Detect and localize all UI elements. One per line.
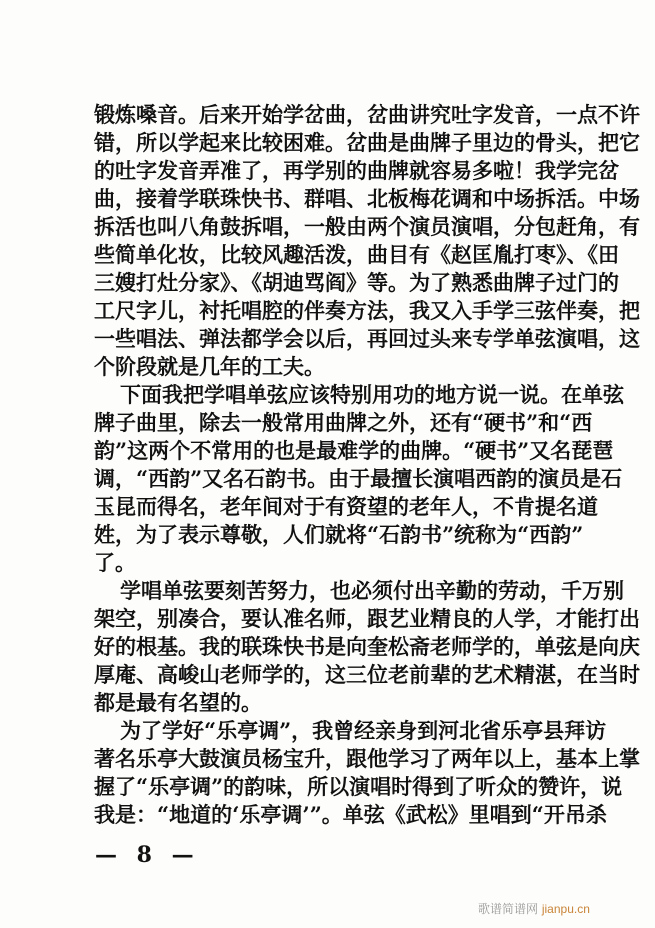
text-line: 的吐字发音弄准了，再学别的曲牌就容易多啦！我学完岔: [94, 158, 619, 183]
page-number: — 8 —: [95, 842, 200, 868]
text-line: 三嫂打灶分家》、《胡迪骂阎》等。为了熟悉曲牌子过门的: [94, 270, 619, 295]
text-line: 著名乐亭大鼓演员杨宝升，跟他学习了两年以上，基本上掌: [94, 746, 640, 771]
text-line: 架空，别凑合，要认准名师，跟艺业精良的人学，才能打出: [94, 606, 640, 631]
watermark-site: jianpu.cn: [541, 902, 590, 916]
text-line: 韵”这两个不常用的也是最难学的曲牌。“硬书”又名琵琶: [94, 438, 614, 463]
text-line: 牌子曲里，除去一般常用曲牌之外，还有“硬书”和“西: [94, 410, 593, 435]
text-line: 锻炼嗓音。后来开始学岔曲，岔曲讲究吐字发音，一点不许: [94, 102, 640, 127]
text-line: 玉昆而得名，老年间对于有资望的老年人，不肯提名道: [94, 494, 598, 519]
watermark-name: 歌谱简谱网: [478, 902, 539, 916]
text-line: 一些唱法、弹法都学会以后，再回过头来专学单弦演唱，这: [94, 326, 640, 351]
watermark: [478, 900, 590, 917]
body-text: [94, 101, 640, 829]
text-line: 厚庵、高峻山老师学的，这三位老前辈的艺术精湛，在当时: [94, 662, 640, 687]
text-line: 下面我把学唱单弦应该特别用功的地方说一说。在单弦: [120, 382, 624, 407]
text-line: 我是：“地道的‘乐亭调’”。单弦《武松》里唱到“开吊杀: [94, 802, 607, 827]
text-line: 好的根基。我的联珠快书是向奎松斋老师学的，单弦是向庆: [94, 634, 640, 659]
text-line: 都是最有名望的。: [94, 690, 262, 715]
text-line: 握了“乐亭调”的韵味，所以演唱时得到了听众的赞许，说: [94, 774, 623, 799]
text-line: 拆活也叫八角鼓拆唱，一般由两个演员演唱，分包赶角，有: [94, 214, 640, 239]
text-line: 错，所以学起来比较困难。岔曲是曲牌子里边的骨头，把它: [94, 130, 640, 155]
text-line: 学唱单弦要刻苦努力，也必须付出辛勤的劳动，千万别: [120, 578, 624, 603]
text-line: 了。: [94, 550, 136, 575]
text-line: 工尺字儿，衬托唱腔的伴奏方法，我又入手学三弦伴奏，把: [94, 298, 640, 323]
text-line: 为了学好“乐亭调”，我曾经亲身到河北省乐亭县拜访: [120, 718, 607, 743]
text-line: 些简单化妆，比较风趣活泼，曲目有《赵匡胤打枣》、《田: [94, 242, 619, 267]
text-line: 曲，接着学联珠快书、群唱、北板梅花调和中场拆活。中场: [94, 186, 640, 211]
text-line: 姓，为了表示尊敬，人们就将“石韵书”统称为“西韵”: [94, 522, 584, 547]
text-line: 个阶段就是几年的工夫。: [94, 354, 325, 379]
text-line: 调，“西韵”又名石韵书。由于最擅长演唱西韵的演员是石: [94, 466, 623, 491]
